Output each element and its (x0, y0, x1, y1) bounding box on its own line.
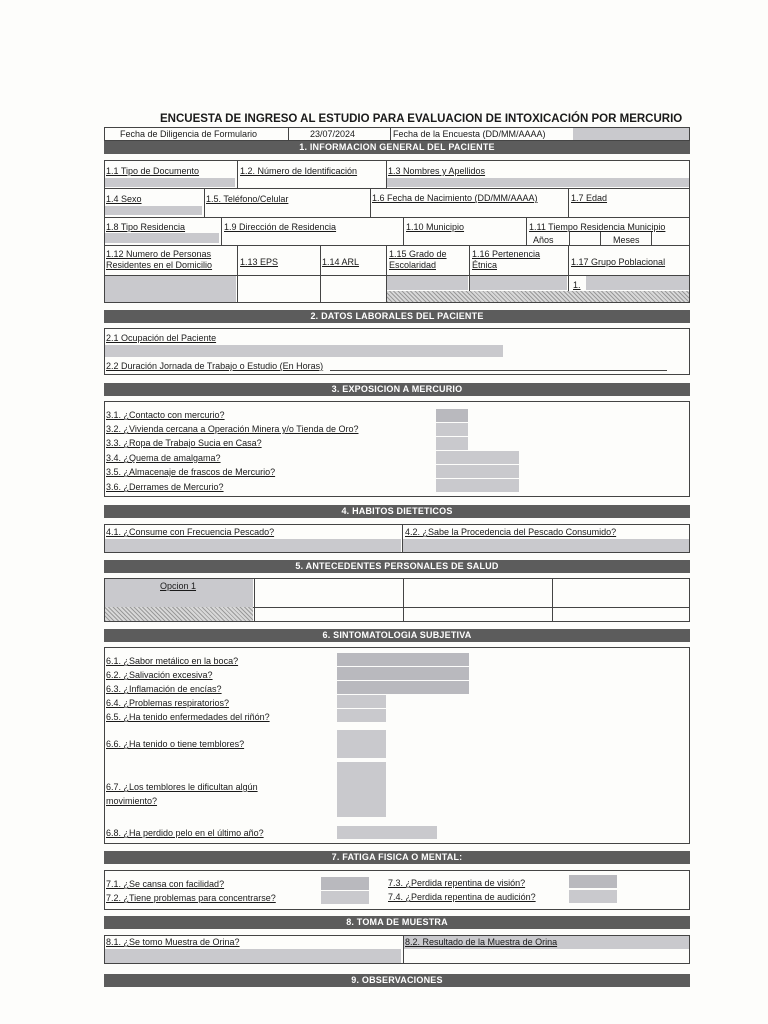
inflamacion-encias-field[interactable] (337, 681, 469, 694)
perdida-vision-label: 7.3. ¿Perdida repentina de visión? (388, 878, 526, 888)
anos-label: Años (533, 235, 554, 245)
section-5-header: 5. ANTECEDENTES PERSONALES DE SALUD (104, 560, 690, 573)
hatched-row (387, 291, 689, 302)
contacto-mercurio-label: 3.1. ¿Contacto con mercurio? (106, 410, 225, 420)
meses-label: Meses (613, 235, 640, 245)
sabor-metalico-label: 6.1. ¿Sabor metálico en la boca? (106, 656, 239, 666)
numero-personas-field[interactable] (105, 276, 236, 302)
section-2-header: 2. DATOS LABORALES DEL PACIENTE (104, 310, 690, 323)
nombres-apellidos-label: 1.3 Nombres y Apellidos (388, 166, 486, 176)
concentrarse-field[interactable] (321, 891, 369, 904)
tipo-residencia-field[interactable] (105, 233, 219, 243)
telefono-label: 1.5. Teléfono/Celular (206, 194, 289, 204)
enfermedades-rinon-label: 6.5. ¿Ha tenido enfermedades del riñón? (106, 712, 270, 722)
form-title: ENCUESTA DE INGRESO AL ESTUDIO PARA EVALUACION DE INTOXICACIÓN POR MERCURIO (160, 113, 683, 125)
cansa-facilidad-label: 7.1. ¿Se cansa con facilidad? (106, 879, 225, 889)
temblores-movimiento-label: 6.7. ¿Los temblores le dificultan algún movimiento? (106, 782, 258, 806)
temblores-field[interactable] (337, 730, 386, 758)
etnica-field[interactable] (470, 276, 567, 290)
derrames-mercurio-label: 3.6. ¿Derrames de Mercurio? (106, 482, 224, 492)
perdida-pelo-label: 6.8. ¿Ha perdido pelo en el último año? (106, 828, 264, 838)
grupo-poblacional-field[interactable] (586, 276, 689, 290)
ocupacion-label: 2.1 Ocupación del Paciente (106, 333, 217, 343)
duracion-jornada-label: 2.2 Duración Jornada de Trabajo o Estudio (En Horas) (106, 361, 324, 371)
muestra-orina-label: 8.1. ¿Se tomo Muestra de Orina? (106, 937, 240, 947)
sexo-field[interactable] (105, 206, 202, 215)
cansa-facilidad-field[interactable] (321, 877, 369, 890)
sexo-label: 1.4 Sexo (106, 194, 142, 204)
derrames-mercurio-field[interactable] (436, 479, 519, 492)
etnica-label: 1.16 Pertenencia Étnica (472, 249, 541, 270)
ropa-trabajo-label: 3.3. ¿Ropa de Trabajo Sucia en Casa? (106, 438, 262, 448)
temblores-label: 6.6. ¿Ha tenido o tiene temblores? (106, 739, 245, 749)
inflamacion-encias-label: 6.3. ¿Inflamación de encías? (106, 684, 222, 694)
section-7-header: 7. FATIGA FISICA O MENTAL: (104, 851, 690, 864)
salivacion-label: 6.2. ¿Salivación excesiva? (106, 670, 213, 680)
salivacion-field[interactable] (337, 667, 469, 680)
problemas-respiratorios-label: 6.4. ¿Problemas respiratorios? (106, 698, 230, 708)
vivienda-cercana-label: 3.2. ¿Vivienda cercana a Operación Minera y/o Tienda de Oro? (106, 424, 359, 434)
tipo-residencia-label: 1.8 Tipo Residencia (106, 222, 186, 232)
perdida-vision-field[interactable] (569, 875, 617, 888)
temblores-movimiento-field[interactable] (337, 762, 386, 817)
muestra-orina-field[interactable] (105, 949, 401, 963)
section-4-header: 4. HABITOS DIETETICOS (104, 505, 690, 518)
procedencia-pescado-label: 4.2. ¿Sabe la Procedencia del Pescado Consumido? (405, 527, 617, 537)
enfermedades-rinon-field[interactable] (337, 709, 386, 722)
perdida-pelo-field[interactable] (337, 826, 437, 839)
numero-personas-label: 1.12 Numero de Personas Residentes en el Domicilio (106, 249, 213, 270)
almacenaje-frascos-label: 3.5. ¿Almacenaje de frascos de Mercurio? (106, 467, 276, 477)
concentrarse-label: 7.2. ¿Tiene problemas para concentrarse? (106, 893, 276, 903)
numero-identificacion-label: 1.2. Número de Identificación (240, 166, 358, 176)
section-8-header: 8. TOMA DE MUESTRA (104, 916, 690, 929)
consume-pescado-field[interactable] (105, 539, 401, 552)
quema-amalgama-field[interactable] (436, 451, 519, 464)
section-9-header: 9. OBSERVACIONES (104, 974, 690, 987)
perdida-audicion-label: 7.4. ¿Perdida repentina de audición? (388, 892, 536, 902)
tipo-documento-field[interactable] (105, 178, 235, 187)
problemas-respiratorios-field[interactable] (337, 695, 386, 708)
almacenaje-frascos-field[interactable] (436, 465, 519, 478)
resultado-orina-label: 8.2. Resultado de la Muestra de Orina (405, 937, 558, 947)
grupo-poblacional-label: 1.17 Grupo Poblacional (571, 257, 666, 267)
antecedentes-hatch (105, 607, 253, 621)
direccion-residencia-label: 1.9 Dirección de Residencia (224, 222, 337, 232)
section-1-header: 1. INFORMACION GENERAL DEL PACIENTE (104, 141, 690, 154)
fecha-encuesta-field[interactable] (573, 128, 689, 140)
edad-label: 1.7 Edad (571, 193, 608, 203)
contacto-mercurio-field[interactable] (436, 409, 468, 422)
nombres-apellidos-field[interactable] (387, 178, 689, 187)
quema-amalgama-label: 3.4. ¿Quema de amalgama? (106, 453, 221, 463)
consume-pescado-label: 4.1. ¿Consume con Frecuencia Pescado? (106, 527, 275, 537)
escolaridad-label: 1.15 Grado de Escolaridad (389, 249, 447, 270)
eps-label: 1.13 EPS (240, 257, 279, 267)
section-6-header: 6. SINTOMATOLOGIA SUBJETIVA (104, 629, 690, 642)
sabor-metalico-field[interactable] (337, 653, 469, 666)
ropa-trabajo-field[interactable] (436, 437, 468, 450)
fecha-encuesta-label: Fecha de la Encuesta (DD/MM/AAAA) (393, 129, 546, 139)
municipio-label: 1.10 Municipio (406, 222, 465, 232)
arl-label: 1.14 ARL (322, 257, 360, 267)
procedencia-pescado-field[interactable] (403, 539, 689, 552)
perdida-audicion-field[interactable] (569, 890, 617, 903)
tiempo-residencia-label: 1.11 Tiempo Residencia Municipio (529, 222, 666, 232)
vivienda-cercana-field[interactable] (436, 423, 468, 436)
fecha-diligencia-label: Fecha de Diligencia de Formulario (120, 129, 258, 139)
escolaridad-field[interactable] (387, 276, 468, 290)
fecha-nacimiento-label: 1.6 Fecha de Nacimiento (DD/MM/AAAA) (372, 193, 538, 203)
section-3-header: 3. EXPOSICION A MERCURIO (104, 383, 690, 396)
tipo-documento-label: 1.1 Tipo de Documento (106, 166, 200, 176)
fecha-diligencia-value: 23/07/2024 (310, 129, 356, 139)
grupo-opcion-label: 1. (573, 280, 581, 290)
opcion-1-label: Opcion 1 (160, 581, 197, 591)
ocupacion-field[interactable] (105, 345, 503, 357)
